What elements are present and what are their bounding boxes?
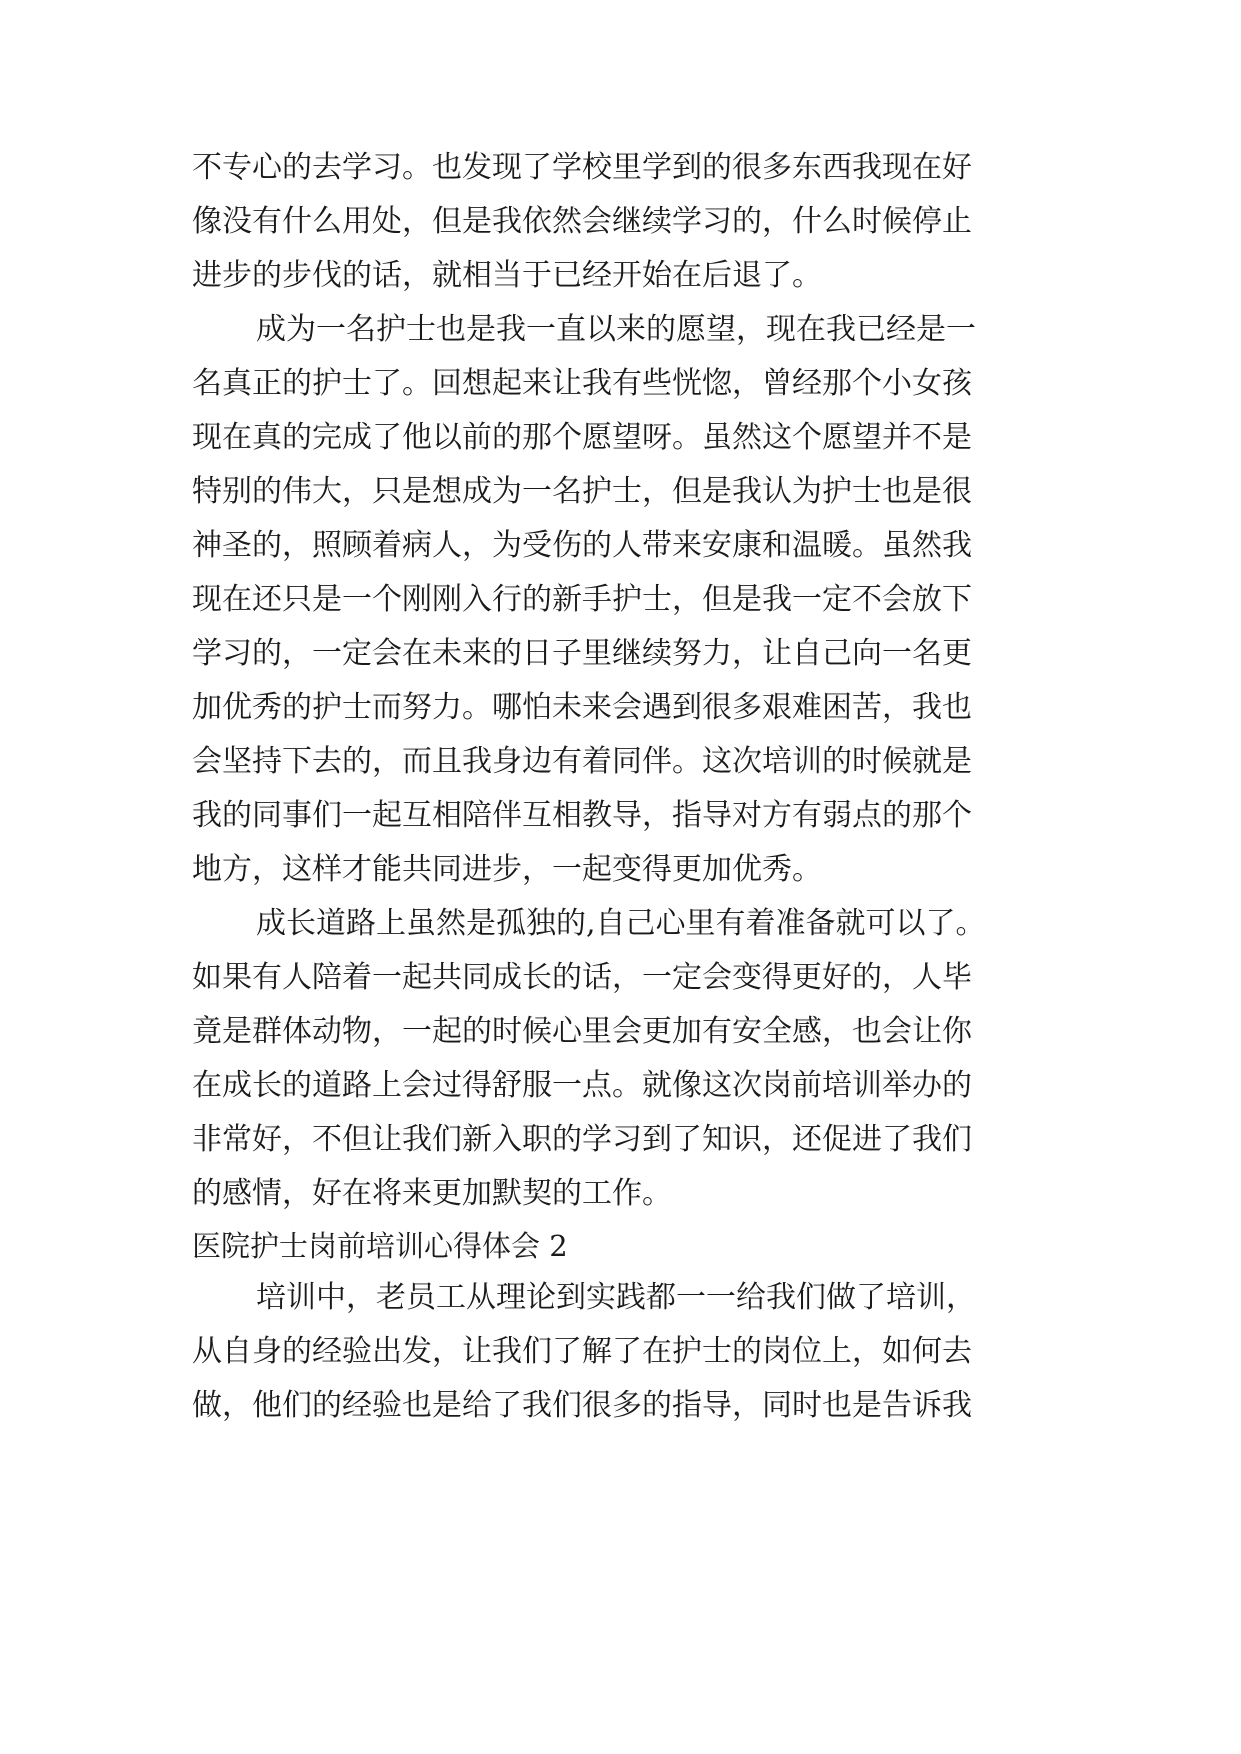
paragraph-2-line-5: 神圣的，照顾着病人，为受伤的人带来安康和温暖。虽然我 — [192, 528, 972, 563]
paragraph-2-line-1: 成为一名护士也是我一直以来的愿望，现在我已经是一 — [256, 312, 976, 347]
paragraph-2-line-4: 特别的伟大，只是想成为一名护士，但是我认为护士也是很 — [192, 474, 972, 509]
paragraph-4-line-3: 做，他们的经验也是给了我们很多的指导，同时也是告诉我 — [192, 1388, 972, 1423]
paragraph-3-line-4: 在成长的道路上会过得舒服一点。就像这次岗前培训举办的 — [192, 1068, 972, 1103]
paragraph-2-line-9: 会坚持下去的，而且我身边有着同伴。这次培训的时候就是 — [192, 744, 972, 779]
paragraph-2-line-8: 加优秀的护士而努力。哪怕未来会遇到很多艰难困苦，我也 — [192, 690, 972, 725]
paragraph-2-line-10: 我的同事们一起互相陪伴互相教导，指导对方有弱点的那个 — [192, 798, 972, 833]
paragraph-3-line-3: 竟是群体动物，一起的时候心里会更加有安全感，也会让你 — [192, 1014, 972, 1049]
paragraph-2-line-6: 现在还只是一个刚刚入行的新手护士，但是我一定不会放下 — [192, 582, 972, 617]
paragraph-3-line-5: 非常好，不但让我们新入职的学习到了知识，还促进了我们 — [192, 1122, 972, 1157]
paragraph-1-line-2: 像没有什么用处，但是我依然会继续学习的，什么时候停止 — [192, 204, 972, 239]
paragraph-2-line-2: 名真正的护士了。回想起来让我有些恍惚，曾经那个小女孩 — [192, 366, 972, 401]
paragraph-2-line-3: 现在真的完成了他以前的那个愿望呀。虽然这个愿望并不是 — [192, 420, 972, 455]
paragraph-3-line-2: 如果有人陪着一起共同成长的话，一定会变得更好的，人毕 — [192, 960, 972, 995]
paragraph-1-line-1: 不专心的去学习。也发现了学校里学到的很多东西我现在好 — [192, 150, 972, 185]
paragraph-2-line-7: 学习的，一定会在未来的日子里继续努力，让自己向一名更 — [192, 636, 972, 671]
paragraph-3-line-6: 的感情，好在将来更加默契的工作。 — [192, 1176, 672, 1211]
paragraph-3-line-1: 成长道路上虽然是孤独的,自己心里有着准备就可以了。 — [256, 906, 986, 941]
paragraph-2-line-11: 地方，这样才能共同进步，一起变得更加优秀。 — [192, 852, 822, 887]
paragraph-4-line-2: 从自身的经验出发，让我们了解了在护士的岗位上，如何去 — [192, 1334, 972, 1369]
paragraph-4-line-1: 培训中，老员工从理论到实践都一一给我们做了培训， — [256, 1280, 976, 1315]
paragraph-1-line-3: 进步的步伐的话，就相当于已经开始在后退了。 — [192, 258, 822, 293]
section-heading: 医院护士岗前培训心得体会 2 — [192, 1229, 568, 1263]
